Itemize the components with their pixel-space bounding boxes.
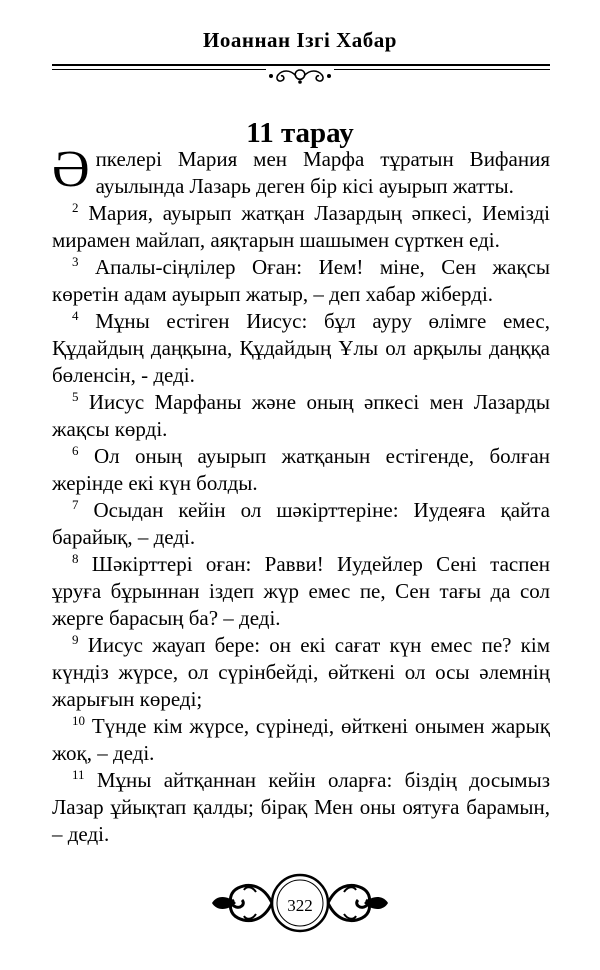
verse: [52, 632, 550, 713]
verse: [52, 551, 550, 632]
verse-text: Түнде кім жүрсе, сүрінеді, өйткені онымен жарық жоқ, – деді.: [52, 714, 550, 765]
verse: [52, 389, 550, 443]
verse-number: 3: [72, 254, 79, 269]
verse-number: 8: [72, 551, 79, 566]
chapter-body: [52, 141, 551, 848]
running-header: Иоаннан Ізгі Хабар: [203, 28, 397, 52]
verse-number: 7: [72, 497, 79, 512]
verse-text: Мария, ауырып жатқан Лазардың әпкесі, Иемізді мирамен майлап, аяқтарын шашымен сүрткен еді.: [52, 201, 551, 252]
verse-text: Мұны естіген Иисус: бұл ауру өлімге емес, Құдайдың даңқына, Құдайдың Ұлы ол арқылы даңққа бөленсін, - деді.: [52, 309, 551, 387]
verse-text: Иисус жауап бере: он екі сағат күн емес пе? кім күндіз жүрсе, ол сүрінбейді, өйткені ол осы әлемнің жарығын көреді;: [52, 633, 551, 711]
page-number: 322: [287, 896, 313, 915]
verse-text: Ол оның ауырып жатқанын естігенде, болған жерінде екі күн болды.: [52, 444, 551, 495]
verse: [52, 443, 550, 497]
verse: [52, 308, 550, 389]
drop-cap: Ә: [52, 141, 90, 198]
verse-text: Осыдан кейін ол шәкірттеріне: Иудеяға қайта барайық, – деді.: [52, 498, 551, 549]
verse: [52, 200, 550, 254]
chapter-title: 11 тарау: [246, 117, 354, 149]
verse-number: 2: [72, 200, 79, 215]
verse-text: пкелері Мария мен Марфа тұратын Вифания ауылында Лазарь деген бір кісі ауырып жатты.: [95, 147, 550, 198]
verse-1: [52, 141, 550, 200]
verse-text: Шәкірттері оған: Равви! Иудейлер Сені таспен ұруға бұрыннан іздеп жүр емес пе, Сен тағы да сол жерге барасың ба? – деді.: [52, 552, 551, 630]
verse-text: Иисус Марфаны және оның әпкесі мен Лазарды жақсы көрді.: [52, 390, 551, 441]
verse-text: Мұны айтқаннан кейін оларға: біздің досымыз Лазар ұйықтап қалды; бірақ Мен оны оятуға барамын, – деді.: [52, 768, 550, 846]
verse-number: 4: [72, 308, 79, 323]
header-ornament-icon: [266, 66, 334, 86]
verse-number: 10: [72, 713, 85, 728]
verse-number: 6: [72, 443, 79, 458]
verse: [52, 767, 550, 848]
verse-text: Апалы-сіңлілер Оған: Ием! міне, Сен жақсы көретін адам ауырып жатыр, – деп хабар жіберді.: [52, 255, 550, 306]
verse-number: 9: [72, 632, 79, 647]
verse-number: 11: [72, 767, 85, 782]
verse: [52, 713, 550, 767]
verse: [52, 254, 550, 308]
verse-number: 5: [72, 389, 79, 404]
verse: [52, 497, 550, 551]
